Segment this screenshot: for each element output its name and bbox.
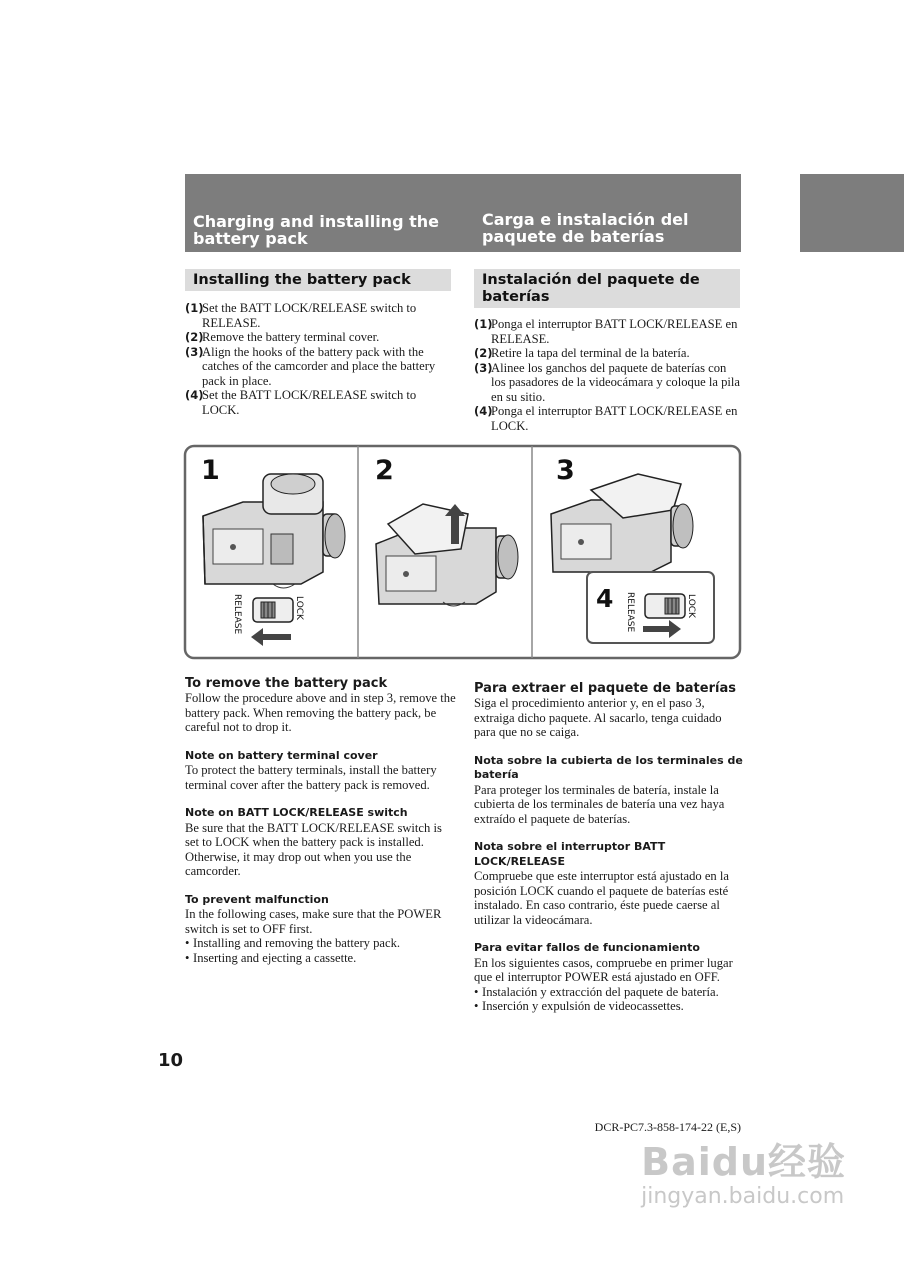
section-heading: Note on battery terminal cover [185,748,378,762]
page-number: 10 [158,1050,184,1071]
step-number: (2) [474,346,493,360]
title-es: Carga e instalación del paquete de baterías [482,210,689,246]
watermark-url: jingyan.baidu.com [641,1184,845,1209]
step-text: Ponga el interruptor BATT LOCK/RELEASE en RELEASE. [491,317,738,346]
bullet-item: • Inserción y expulsión de videocassettes. [474,999,684,1013]
subheading-en: Installing the battery pack [193,272,411,288]
section-text: In the following cases, make sure that the POWER switch is set to OFF first. [185,907,442,936]
title-en: Charging and installing the battery pack [193,212,439,248]
body-en [185,676,457,965]
step-item [474,361,742,405]
section-text: Compruebe que este interruptor está ajustado en la posición LOCK cuando el paquete de baterías esté instalado. En caso contrario, éste puede caerse al utilizar la videocámara. [474,869,729,927]
step-text: Set the BATT LOCK/RELEASE switch to LOCK. [202,388,417,417]
bullet-text: Inserción y expulsión de videocassettes. [482,999,684,1013]
section-text: Be sure that the BATT LOCK/RELEASE switch is set to LOCK when the battery pack is installed. Otherwise, it may drop out when you use the camcorder. [185,820,442,878]
step-number: (4) [185,388,204,402]
watermark-brand: Baidu经验 [641,1140,846,1184]
panel-number-2: 2 [375,455,394,486]
section-text: Para proteger los terminales de batería, instale la cubierta de los terminales de batería una vez haya extraído el paquete de baterías. [474,782,725,826]
section-heading: Para evitar fallos de funcionamiento [474,941,700,954]
bullet-item: • Inserting and ejecting a cassette. [185,950,357,965]
watermark [641,1140,846,1210]
step-item [474,317,742,346]
step-item [474,346,742,361]
step-item [185,330,453,345]
section-heading: Para extraer el paquete de baterías [474,681,736,696]
section-heading: To prevent malfunction [185,892,329,906]
lock-label: LOCK [686,594,696,618]
step-item [185,388,453,417]
step-item [185,345,453,389]
panel-number-4: 4 [596,584,614,613]
bullet-text: Installing and removing the battery pack. [193,936,401,950]
bullet-text: Instalación y extracción del paquete de batería. [482,984,719,999]
release-label: RELEASE [232,594,242,635]
section-heading: Nota sobre la cubierta de los terminales de batería [474,753,743,781]
step-number: (3) [474,360,493,375]
step-number: (2) [185,330,204,344]
panel-number-3: 3 [556,455,575,486]
section-heading: To remove the battery pack [185,676,388,691]
step-item [474,404,742,433]
lock-label: LOCK [294,596,304,620]
step-text: Alinee los ganchos del paquete de baterías con los pasadores de la videocámara y coloque la pila en su sitio. [491,360,740,404]
panel-number-1: 1 [201,455,220,486]
step-text: Ponga el interruptor BATT LOCK/RELEASE en LOCK. [491,404,738,433]
installation-figure [183,444,743,662]
step-text: Remove the battery terminal cover. [202,330,380,344]
subheading-es: Instalación del paquete de baterías [482,272,700,305]
bullet-item: • Installing and removing the battery pack. [185,936,401,950]
step-number: (4) [474,404,493,418]
release-label: RELEASE [625,592,635,633]
step-number: (3) [185,344,204,359]
step-item [185,301,453,330]
section-text: Siga el procedimiento anterior y, en el paso 3, extraiga dicho paquete. Al sacarlo, tenga cuidado para que no se caiga. [474,696,722,739]
section-text: En los siguientes casos, compruebe en primer lugar que el interruptor POWER está ajustado en OFF. [474,955,733,984]
step-text: Retire la tapa del terminal de la batería. [491,346,690,360]
step-number: (1) [474,317,493,331]
document-code: DCR-PC7.3-858-174-22 (E,S) [594,1120,741,1134]
steps-en [185,301,453,417]
steps-es [474,317,742,433]
bullet-item: • Instalación y extracción del paquete de batería. [474,984,719,999]
bullet-text: Inserting and ejecting a cassette. [193,950,357,965]
side-tab [800,174,904,252]
section-text: Follow the procedure above and in step 3, remove the battery pack. When removing the battery pack, be careful not to drop it. [185,691,456,734]
body-es [474,681,746,1014]
section-text: To protect the battery terminals, install the battery terminal cover after the battery pack is removed. [185,763,437,792]
section-heading: Nota sobre el interruptor BATT LOCK/RELEASE [474,840,666,868]
step-text: Align the hooks of the battery pack with the catches of the camcorder and place the battery pack in place. [202,344,436,388]
section-heading: Note on BATT LOCK/RELEASE switch [185,806,408,819]
step-text: Set the BATT LOCK/RELEASE switch to RELEASE. [202,301,417,330]
step-number: (1) [185,301,204,315]
